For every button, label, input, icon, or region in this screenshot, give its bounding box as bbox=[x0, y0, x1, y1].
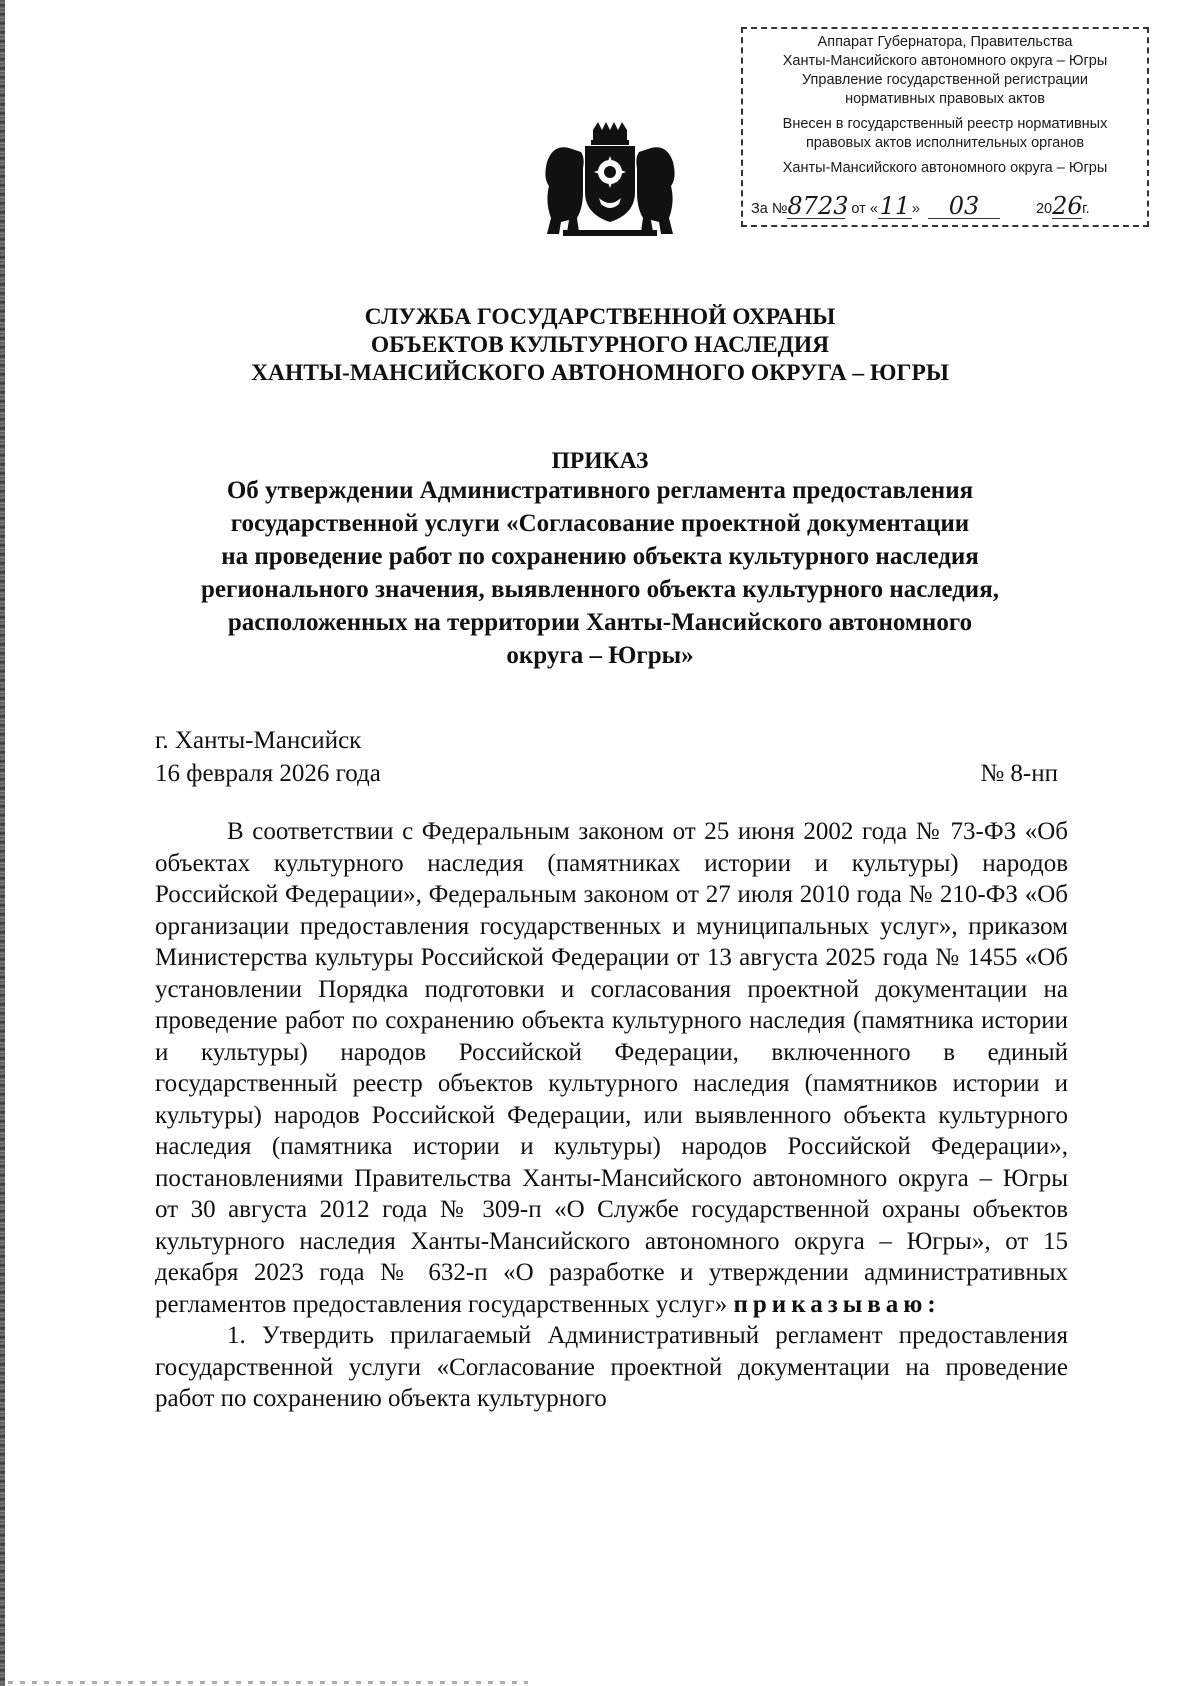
stamp-reg-from: от « bbox=[851, 201, 878, 217]
document-number: № 8-нп bbox=[980, 760, 1058, 787]
stamp-reg-quote: » bbox=[911, 201, 920, 217]
stamp-reg-year: 26 bbox=[1052, 192, 1083, 220]
stamp-line: правовых актов исполнительных органов bbox=[805, 135, 1085, 151]
document-body bbox=[155, 816, 1068, 1415]
document-city: г. Ханты-Мансийск bbox=[155, 727, 362, 754]
document-title bbox=[140, 474, 1060, 672]
title-line: регионального значения, выявленного объекта культурного наследия, bbox=[201, 576, 999, 603]
title-line: расположенных на территории Ханты-Мансийского автономного bbox=[227, 609, 973, 636]
organization-name bbox=[150, 303, 1050, 387]
stamp-reg-prefix: За № bbox=[751, 201, 788, 217]
command-colon: : bbox=[927, 1290, 936, 1318]
stamp-reg-month: 03 bbox=[928, 194, 1000, 219]
stamp-reg-year-suffix: г. bbox=[1082, 201, 1090, 217]
stamp-registration-line bbox=[751, 194, 1141, 219]
stamp-line: нормативных правовых актов bbox=[845, 91, 1045, 107]
place-and-date bbox=[155, 724, 381, 790]
stamp-line: Ханты-Мансийского автономного округа – Югры bbox=[782, 160, 1108, 176]
org-line: ХАНТЫ-МАНСИЙСКОГО АВТОНОМНОГО ОКРУГА – ЮГРЫ bbox=[251, 360, 949, 386]
body-paragraph: 1. Утвердить прилагаемый Административный регламент предоставления государственной услуги «Согласование проектной документации на проведение работ по сохранению объекта культурного bbox=[155, 1322, 1068, 1412]
preamble-text: В соответствии с Федеральным законом от 25 июня 2002 года № 73-ФЗ «Об объектах культурного наследия (памятниках истории и культуры) народов Российской Федерации», Федеральным законом от 27 июля 2010 года № 210-ФЗ «Об организации предоставления государственных и муниципальных услуг», приказом Министерства культуры Российской Федерации от 13 августа 2025 года № 1455 «Об установлении Порядка подготовки и согласования проектной документации на проведение работ по сохранению объекта культурного наследия (памятника истории и культуры) народов Российской Федерации, включенного в единый государственный реестр объектов культурного наследия (памятников истории и культуры) народов Российской Федерации, или выявленного объекта культурного наследия (памятника истории и культуры) народов Российской Федерации», постановлениями Правительства Ханты-Мансийского автономного округа – Югры от 30 августа 2012 года № 309-п «О Службе государственной охраны объектов культурного наследия Ханты-Мансийского автономного округа – Югры», от 15 декабря 2023 года № 632-п «О разработке и утверждении административных регламентов предоставления государственных услуг» bbox=[155, 818, 1068, 1318]
stamp-line: Управление государственной регистрации bbox=[801, 72, 1089, 88]
body-paragraph bbox=[155, 816, 1068, 1320]
scan-edge bbox=[0, 0, 5, 1686]
org-line: ОБЪЕКТОВ КУЛЬТУРНОГО НАСЛЕДИЯ bbox=[370, 332, 830, 358]
command-word: приказываю bbox=[733, 1290, 928, 1318]
title-line: государственной услуги «Согласование проектной документации bbox=[230, 510, 970, 537]
org-line: СЛУЖБА ГОСУДАРСТВЕННОЙ ОХРАНЫ bbox=[364, 304, 836, 330]
title-line: Об утверждении Административного регламента предоставления bbox=[226, 477, 974, 504]
stamp-line: Ханты-Мансийского автономного округа – Югры bbox=[782, 53, 1108, 69]
title-line: округа – Югры» bbox=[506, 642, 694, 669]
document-type: ПРИКАЗ bbox=[551, 448, 649, 474]
stamp-line: Внесен в государственный реестр нормативных bbox=[782, 116, 1108, 132]
stamp-reg-number: 8723 bbox=[787, 192, 849, 220]
stamp-reg-day: 11 bbox=[879, 192, 911, 220]
title-line: на проведение работ по сохранению объекта культурного наследия bbox=[221, 543, 979, 570]
stamp-line: Аппарат Губернатора, Правительства bbox=[817, 34, 1073, 50]
registration-stamp bbox=[741, 27, 1149, 227]
khmao-coat-of-arms-icon bbox=[543, 122, 677, 238]
document-date: 16 февраля 2026 года bbox=[155, 760, 381, 787]
scan-artifact bbox=[8, 1681, 528, 1684]
stamp-reg-year-prefix: 20 bbox=[1035, 201, 1053, 217]
